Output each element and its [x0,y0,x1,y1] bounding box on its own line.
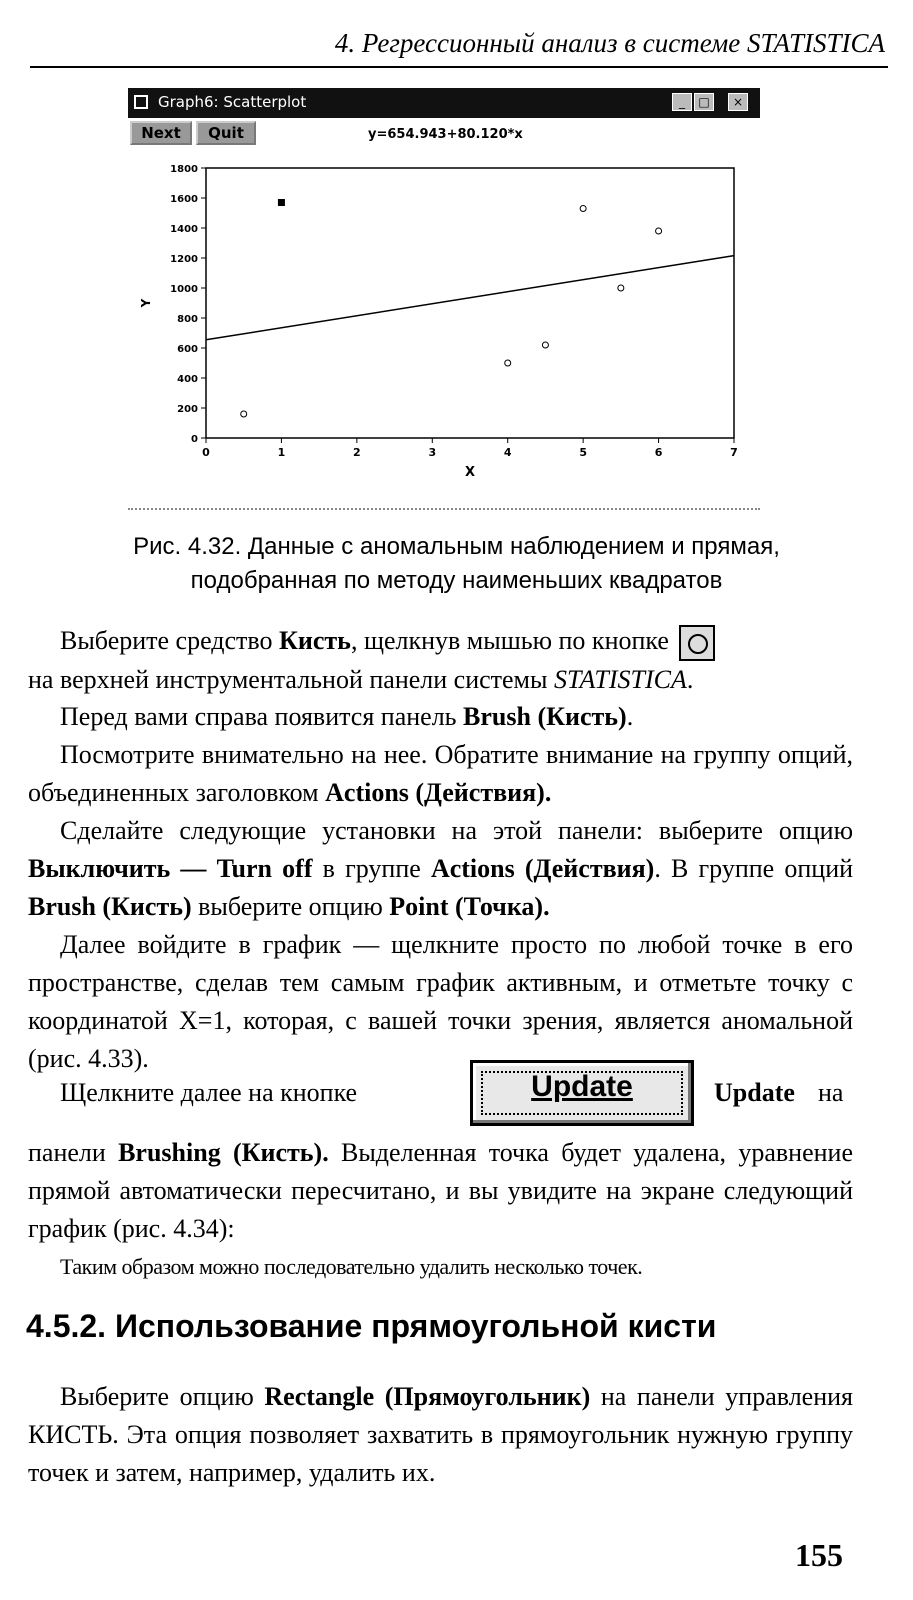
y-tick-label: 1600 [170,194,198,205]
x-tick-label: 5 [579,446,587,459]
x-tick-label: 2 [353,446,361,459]
next-button[interactable]: Next [130,121,192,145]
update-inline-text: Update [714,1078,795,1107]
quit-button[interactable]: Quit [196,121,256,145]
y-tick-label: 200 [177,404,198,415]
graph-window [128,88,760,512]
window-titlebar [128,88,760,118]
data-point [618,285,624,291]
maximize-button[interactable]: □ [694,93,714,111]
x-tick-label: 4 [503,446,512,459]
update-button[interactable] [470,1060,694,1126]
brush-tool-icon [679,625,715,661]
section-paragraph: Выберите опцию Rectangle (Прямоугольник) на панели управления КИСТЬ. Эта опция позволяет захватить в прямоугольник нужную группу точек и затем, например, удалить их. [28,1382,853,1487]
window-system-icon[interactable] [134,95,148,109]
section-heading: 4.5.2. Использование прямоугольной кисти [26,1308,717,1344]
x-tick-label: 1 [277,446,286,459]
paragraph-3: Посмотрите внимательно на нее. Обратите внимание на группу опций, объединенных заголовком Actions (Действия). [28,740,853,807]
x-tick-label: 6 [654,446,663,459]
y-tick-label: 1000 [170,284,198,295]
paragraph-7: панели Brushing (Кисть). Выделенная точка будет удалена, уравнение прямой автоматически пересчитано, и вы увидите на экране следующий график (рис. 4.34): [28,1138,853,1243]
update-button-label: Update [531,1070,633,1103]
y-tick-label: 1800 [170,164,198,175]
x-axis-label: X [464,465,476,480]
scatterplot-chart [128,148,760,508]
caption-line-2: подобранная по методу наименьших квадратов [190,567,723,594]
paragraph-8: Таким образом можно последовательно удалить несколько точек. [60,1254,643,1279]
data-point [241,411,247,417]
y-tick-label: 800 [177,314,198,325]
update-row [28,1060,853,1130]
paragraph-2: Перед вами справа появится панель Brush (Кисть). [60,702,634,731]
y-axis-label: Y [139,298,153,308]
data-point [656,228,662,234]
update-lead-text: Щелкните далее на кнопке [60,1078,358,1107]
y-tick-label: 0 [191,434,198,445]
regression-equation: y=654.943+80.120*x [368,127,523,142]
data-point [580,206,586,212]
window-bottom-border [128,508,760,510]
figure-caption [0,530,913,598]
running-header: 4. Регрессионный анализ в системе STATISTICA [334,28,885,58]
minimize-button[interactable]: _ [672,93,692,111]
data-point [542,342,548,348]
window-title: Graph6: Scatterplot [158,93,307,111]
x-tick-label: 7 [730,446,738,459]
paragraph-1: Выберите средство Кисть, щелкнув мышью по кнопке на верхней инструментальной панели системы STATISTICA. [28,622,853,699]
close-button[interactable]: × [728,93,748,111]
x-tick-label: 3 [428,446,437,459]
y-tick-label: 400 [177,374,198,385]
caption-line-1: Рис. 4.32. Данные с аномальным наблюдением и прямая, [133,533,780,560]
plot-area [206,168,734,438]
paragraph-4: Сделайте следующие установки на этой панели: выберите опцию Выключить — Turn off в группе Actions (Действия). В группе опций Brush (Кисть) выберите опцию Point (Точка). [28,816,854,921]
y-tick-label: 600 [177,344,198,355]
outlier-point [278,199,285,206]
update-trail-text: на [818,1078,844,1107]
y-tick-label: 1200 [170,254,198,265]
data-point [505,360,511,366]
page-number: 155 [795,1537,843,1573]
paragraph-5: Далее войдите в график — щелкните просто по любой точке в его пространстве, сделав тем самым график активным, и отметьте точку с координатой X=1, которая, с вашей точки зрения, является аномальной (рис. 4.33). [28,930,853,1073]
x-tick-label: 0 [202,446,210,459]
header-rule [30,66,888,68]
regression-line [206,256,734,340]
y-tick-label: 1400 [170,224,198,235]
